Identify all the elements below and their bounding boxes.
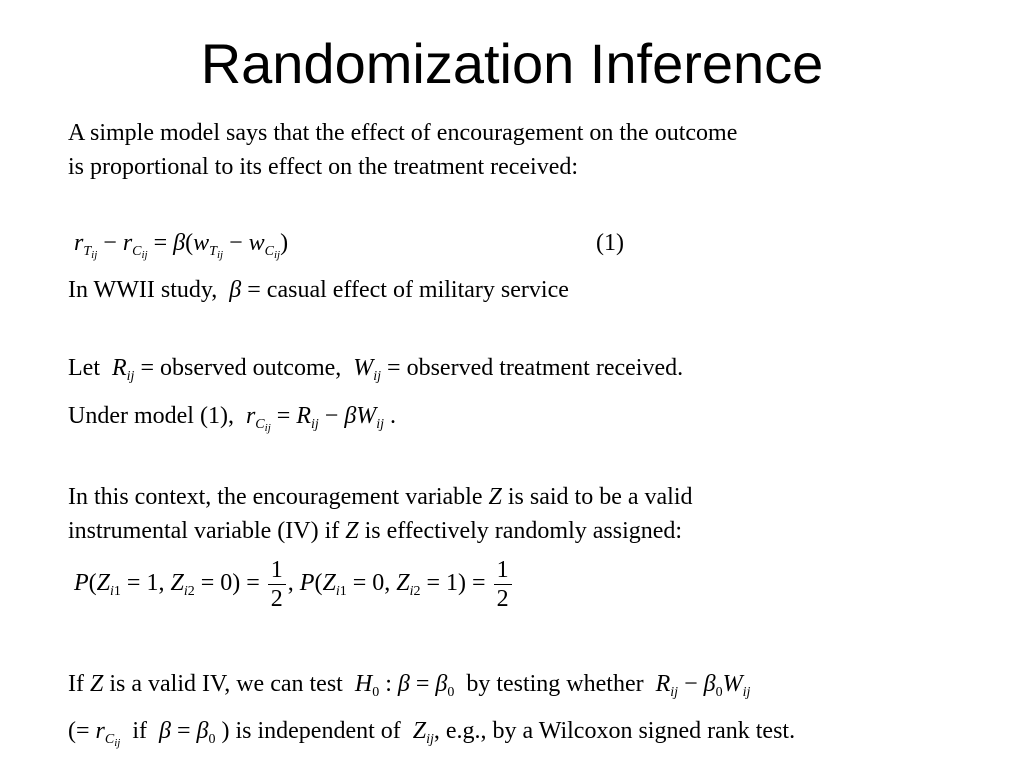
test-2a: if xyxy=(132,718,148,744)
fraction-one-half: $\frac{1}{2}$ xyxy=(494,556,512,613)
intro-line-2: is proportional to its effect on the treatment received: xyxy=(68,154,579,180)
intro-line-1: A simple model says that the effect of encouragement on the outcome xyxy=(68,120,738,146)
under-model-prefix: Under model (1), xyxy=(68,403,234,429)
test-2b: ) is independent of xyxy=(221,718,401,744)
under-model-line: Under model (1), $r_{C_{ij}} = R_{ij} - \beta W_{ij}$ . xyxy=(68,403,397,434)
context-line-1: In this context, the encouragement variable Z is said to be a valid xyxy=(68,484,693,510)
wwii-prefix: In WWII study, xyxy=(68,277,218,303)
beta-description: casual effect of military service xyxy=(266,277,569,303)
test-1b: is a valid IV, we can test xyxy=(109,671,343,697)
wwii-line: In WWII study, β = casual effect of military service xyxy=(68,277,569,303)
observed-outcome-text: observed outcome, xyxy=(159,355,342,381)
equation-1: $r_{T_{ij}} - r_{C_{ij}} = \beta(w_{T_{ij}} - w_{C_{ij}})$ xyxy=(74,230,289,261)
test-1a: If xyxy=(68,671,84,697)
page-title: Randomization Inference xyxy=(200,32,824,95)
let-prefix: Let xyxy=(68,355,100,381)
let-line: Let $R_{ij}$ = observed outcome, $W_{ij}$ = observed treatment received. xyxy=(68,355,684,384)
context-2a: instrumental variable (IV) if xyxy=(68,518,340,544)
context-1b: is said to be a valid xyxy=(507,484,693,510)
equation-number: (1) xyxy=(596,230,624,256)
context-1a: In this context, the encouragement variable xyxy=(68,484,483,510)
test-2c: , e.g., by a Wilcoxon signed rank test. xyxy=(433,718,796,744)
context-line-2: instrumental variable (IV) if Z is effectively randomly assigned: xyxy=(68,518,683,544)
test-line-1: If Z is a valid IV, we can test $H_0$ : $\beta = \beta_0$ by testing whether $R_{ij} - \beta_0W_{ij}$ xyxy=(68,671,751,700)
test-1c: by testing whether xyxy=(466,671,644,697)
fraction-one-half: $\frac{1}{2}$ xyxy=(268,556,286,613)
test-line-2: (= $r_{C_{ij}}$ if $\beta = \beta_0$ ) is independent of $Z_{ij}$, e.g., by a Wilcoxon signed rank test. xyxy=(68,718,796,749)
probability-equation: $P(Z_{i1} = 1$, $Z_{i2} = 0$) = $\frac{1}{2}$ , $P(Z_{i1} = 0$, $Z_{i2} = 1$) = $\frac{1}{2}$ xyxy=(74,556,514,613)
context-2b: is effectively randomly assigned: xyxy=(364,518,683,544)
observed-treatment-text: observed treatment received. xyxy=(406,355,684,381)
